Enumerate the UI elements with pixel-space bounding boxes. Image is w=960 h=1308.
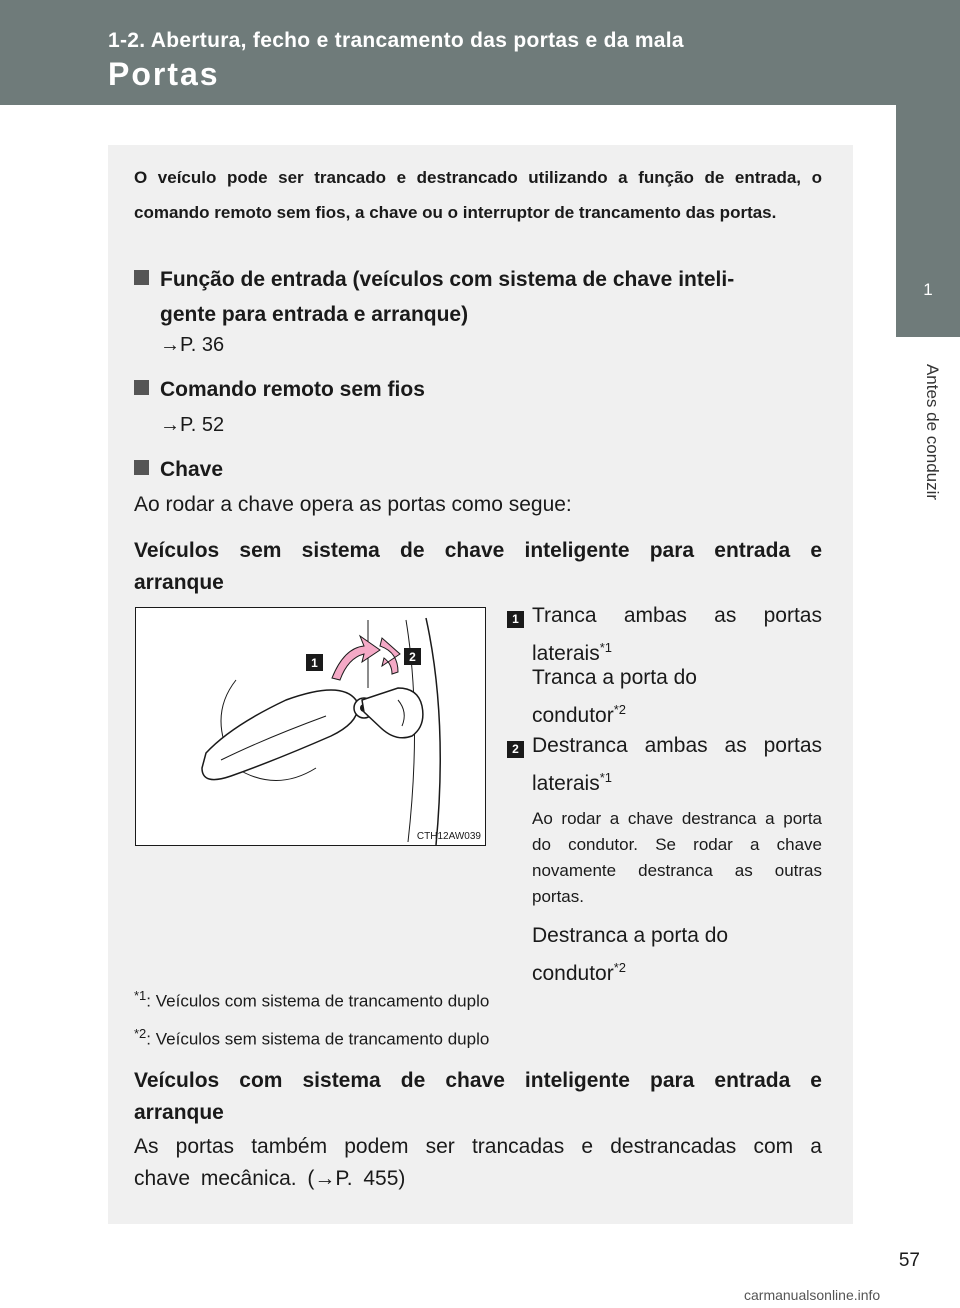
subheading-with-smart-key: Veículos com sistema de chave inteligente para entrada e arranque (134, 1069, 822, 1124)
square-bullet-icon (134, 270, 149, 285)
chapter-tab[interactable]: 1 (896, 243, 960, 337)
item2-text-b: Destranca a porta do condutor$^{*2}$ (532, 924, 729, 985)
section-title: 1-2. Abertura, fecho e trancamento das portas e da mala (108, 29, 684, 52)
page-number: 57 (898, 1250, 920, 1271)
page-title: Portas (108, 56, 220, 92)
footnote-2: $^{*2}$: Veículos sem sistema de trancamento duplo (134, 1026, 490, 1049)
watermark: carmanualsonline.info (744, 1287, 881, 1303)
footnote-1: $^{*1}$: Veículos com sistema de trancamento duplo (134, 988, 490, 1011)
subheading-without-smart-key: Veículos sem sistema de chave inteligente para entrada e arranque (134, 539, 822, 594)
step-badge-2: 2 (507, 741, 524, 758)
key-door-illustration (135, 607, 486, 846)
figure-label-1: 1 (311, 656, 318, 670)
intro-paragraph: O veículo pode ser trancado e destrancado utilizando a função de entrada, o comando remoto sem fios, a chave ou o interruptor de trancamento das portas. (134, 168, 822, 222)
square-bullet-icon (134, 460, 149, 475)
door-handle-figure (136, 608, 485, 845)
square-bullet-icon (134, 380, 149, 395)
key-paragraph: Ao rodar a chave opera as portas como segue: (134, 493, 572, 516)
heading-key: Chave (134, 452, 822, 487)
heading-remote: Comando remoto sem fios (134, 372, 822, 407)
step-badge-1: 1 (507, 611, 524, 628)
page-header (0, 0, 960, 105)
side-tab-bar (896, 105, 960, 243)
item2-note: Ao rodar a chave destranca a porta do condutor. Se rodar a chave novamente destranca as outras portas. (532, 809, 822, 906)
figure-code: CTH12AW039 (416, 831, 481, 842)
chapter-label: Antes de conduzir (923, 363, 942, 501)
item1-text-b: Tranca a porta do condutor$^{*2}$ (532, 666, 697, 727)
item2-text-a: Destranca ambas as portas laterais$^{*1}$ (532, 734, 822, 795)
ref-link-36[interactable]: →P. 36 (160, 334, 225, 356)
item1-text-a: Tranca ambas as portas laterais$^{*1}$ (532, 604, 822, 665)
figure-label-2: 2 (409, 650, 416, 664)
ref-link-52[interactable]: →P. 52 (160, 414, 225, 436)
heading-entry-function: Função de entrada (veículos com sistema de chave inteli- gente para entrada e arranque) (134, 262, 822, 332)
final-paragraph: As portas também podem ser trancadas e destrancadas com a chave mecânica. (→P. 455) (134, 1135, 822, 1190)
